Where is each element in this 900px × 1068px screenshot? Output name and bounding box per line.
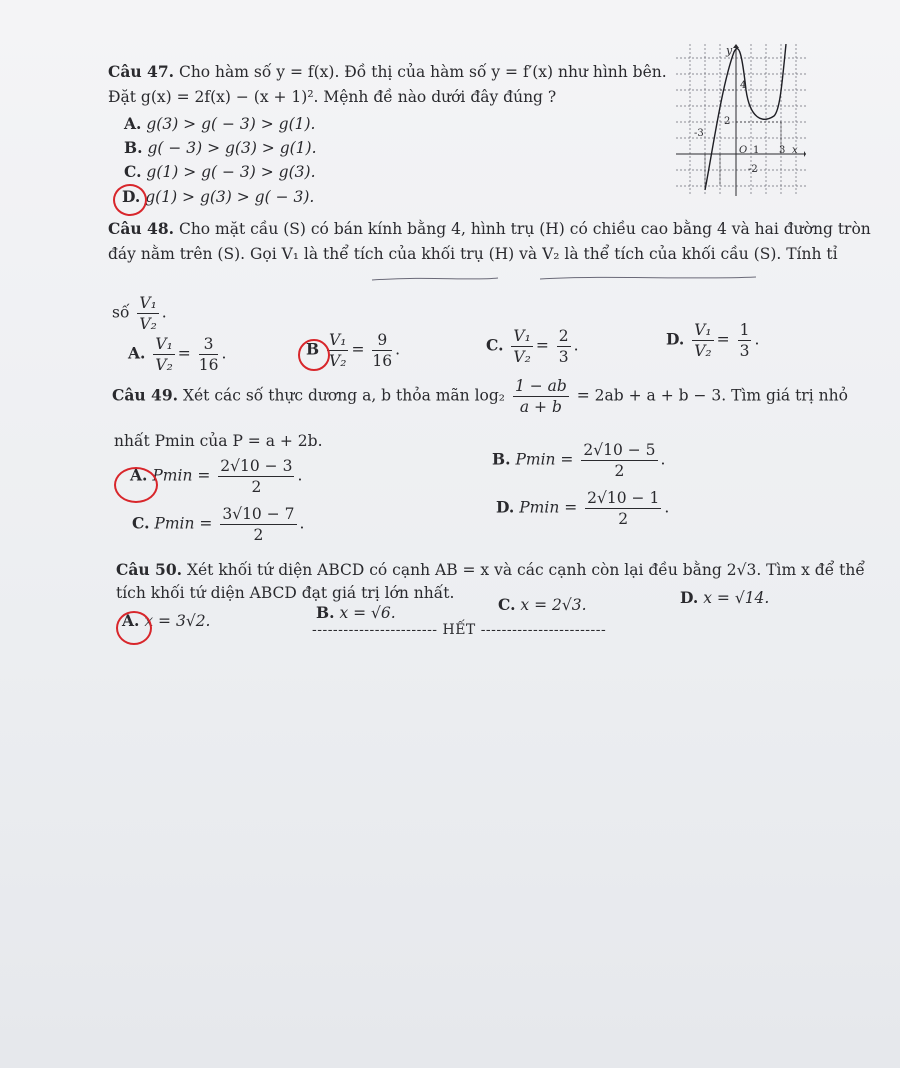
q49-label: Câu 49. [112, 385, 179, 405]
graph-label-neg2: -2 [748, 164, 758, 175]
q47-option-c[interactable] [124, 162, 316, 181]
q50-option-d[interactable] [680, 588, 769, 607]
derivative-graph [676, 44, 806, 196]
fraction-denominator: V₂ [513, 348, 531, 366]
q47-stem: Cho hàm số y = f(x). Đồ thị của hàm số y = f′(x) như hình bên. [178, 63, 667, 81]
q50-line2: tích khối tứ diện ABCD đạt giá trị lớn nhất. [116, 584, 455, 602]
option-letter: C. [486, 335, 504, 355]
q50-stem: Xét khối tứ diện ABCD có cạnh AB = x và các cạnh còn lại đều bằng 2√3. Tìm x để thể [186, 561, 865, 579]
q49-line1 [112, 376, 848, 417]
option-letter: B. [316, 603, 335, 622]
graph-label-4: 4 [740, 80, 747, 91]
fraction-denominator: 2 [251, 478, 262, 496]
graph-label-3: 3 [779, 145, 786, 156]
q50-label: Câu 50. [116, 560, 183, 579]
option-letter: D. [122, 187, 141, 206]
option-text: g(1) > g( − 3) > g(3). [146, 163, 316, 181]
q49-option-a[interactable]: A. Pmin = $\frac{2√10 - 3}{2}$ . [130, 457, 303, 496]
q48-option-a[interactable]: A. $\frac{\text{V₁}}{\text{V₂}}$ = $\frac{3}{16}$ . [128, 335, 227, 374]
fraction-denominator: V₂ [155, 356, 173, 374]
option-letter: D. [680, 588, 699, 607]
fraction-numerator: V₁ [155, 335, 173, 353]
option-letter: D. [666, 329, 685, 349]
option-letter: B. [492, 449, 511, 469]
q50-option-c[interactable] [498, 595, 587, 614]
graph-label-x: x [792, 145, 798, 156]
option-lhs: Pmin = [152, 466, 211, 485]
fraction-numerator: V₁ [694, 321, 712, 339]
q50-option-a[interactable] [122, 611, 211, 630]
q48-ratio [137, 293, 158, 334]
option-letter: D. [496, 497, 515, 517]
q47-label: Câu 47. [108, 62, 175, 81]
q47-option-d[interactable] [122, 187, 314, 206]
graph-label-y: y [726, 44, 733, 57]
q49-option-c[interactable]: C. Pmin = $\frac{3√10 - 7}{2}$ . [132, 505, 305, 544]
q48-line3: số $\frac{\text{V₁}}{\text{V₂}}$ . [112, 294, 167, 333]
option-fraction-lhs [327, 330, 348, 371]
option-letter: A. [128, 343, 146, 363]
q49-stem-a: Xét các số thực dương a, b thỏa mãn log₂ [182, 386, 506, 405]
option-lhs: Pmin = [519, 498, 578, 517]
fraction-numerator: 3 [199, 334, 219, 355]
option-fraction-rhs [372, 330, 392, 371]
option-letter: B. [124, 138, 143, 157]
q49-option-b[interactable]: B. Pmin = $\frac{2√10 - 5}{2}$ . [492, 441, 666, 480]
graph-label-2: 2 [724, 116, 731, 127]
q48-line2: đáy nằm trên (S). Gọi V₁ là thể tích của khối trụ (H) và V₂ là thể tích của khối cầu (S). Tính tỉ [108, 245, 838, 263]
option-text: x = 2√3. [520, 596, 587, 614]
fraction-denominator: 16 [198, 356, 219, 374]
fraction-denominator: 3 [558, 348, 569, 366]
fraction-denominator: 2 [253, 526, 264, 544]
fraction-numerator: 2 [558, 327, 569, 345]
option-text: g(3) > g( − 3) > g(1). [146, 115, 316, 133]
q49-log-fraction [513, 376, 569, 417]
option-lhs: Pmin = [515, 450, 574, 469]
option-fraction-lhs [511, 326, 532, 367]
option-letter: A. [124, 114, 142, 133]
fraction-denominator: 2 [614, 462, 625, 480]
option-fraction [585, 488, 661, 529]
q47-option-a[interactable] [124, 114, 315, 133]
option-fraction-rhs [557, 326, 571, 367]
q48-label: Câu 48. [108, 219, 175, 238]
fraction-numerator: V₁ [329, 331, 347, 349]
option-letter: B [306, 339, 320, 359]
option-text: x = √6. [339, 604, 396, 622]
fraction-denominator: 3 [739, 342, 750, 360]
q48-stem: Cho mặt cầu (S) có bán kính bằng 4, hình trụ (H) có chiều cao bằng 4 và hai đường tròn [178, 220, 871, 238]
q50-option-b[interactable] [316, 603, 396, 622]
option-fraction-lhs [153, 334, 174, 375]
q49-stem-b: = 2ab + a + b − 3. Tìm giá trị nhỏ [576, 386, 848, 405]
fraction-numerator: 2√10 − 5 [583, 441, 656, 459]
option-text: g( − 3) > g(3) > g(1). [147, 139, 317, 157]
fraction-denominator: 2 [618, 510, 629, 528]
graph-label-neg3: -3 [694, 128, 704, 139]
q48-option-d[interactable]: D. $\frac{\text{V₁}}{\text{V₂}}$ = $\frac{1}{3}$ . [666, 321, 760, 360]
option-text: x = 3√2. [144, 612, 211, 630]
fraction-numerator: 3√10 − 7 [222, 505, 295, 523]
f-prime-curve [705, 44, 786, 190]
q48-line1 [108, 219, 871, 238]
pencil-underline [370, 272, 760, 284]
end-marker: ------------------------ HẾT ------------------------ [312, 622, 607, 638]
q48-prefix: số [112, 303, 130, 322]
q47-option-b[interactable] [124, 138, 317, 157]
fraction-numerator: 9 [372, 330, 392, 351]
option-fraction [220, 504, 296, 545]
q48-option-c[interactable]: C. $\frac{\text{V₁}}{\text{V₂}}$ = $\frac{2}{3}$ . [486, 327, 579, 366]
graph-label-1: 1 [753, 145, 760, 156]
fraction-denominator: V₂ [329, 352, 347, 370]
q49-option-d[interactable]: D. Pmin = $\frac{2√10 - 1}{2}$ . [496, 489, 670, 528]
fraction-numerator: 1 − ab [514, 377, 567, 395]
option-fraction [218, 456, 294, 497]
option-fraction [581, 440, 657, 481]
fraction-numerator: V₁ [139, 294, 157, 312]
option-fraction-rhs [738, 320, 752, 361]
option-letter: C. [124, 162, 142, 181]
option-fraction-lhs [692, 320, 713, 361]
fraction-numerator: 2√10 − 1 [587, 489, 660, 507]
fraction-numerator: 1 [739, 321, 750, 339]
q48-option-b[interactable]: B $\frac{\text{V₁}}{\text{V₂}}$ = $\frac{9}{16}$ . [306, 331, 401, 370]
fraction-denominator: V₂ [139, 315, 157, 333]
q47-line2: Đặt g(x) = 2f(x) − (x + 1)². Mệnh đề nào dưới đây đúng ? [108, 88, 557, 106]
option-letter: A. [130, 465, 148, 485]
q47-line1 [108, 62, 667, 81]
option-text: g(1) > g(3) > g( − 3). [145, 188, 315, 206]
option-text: x = √14. [703, 589, 770, 607]
option-letter: C. [498, 595, 516, 614]
fraction-denominator: 16 [372, 352, 393, 370]
option-letter: A. [122, 611, 140, 630]
q49-line2: nhất Pmin của P = a + 2b. [114, 432, 323, 450]
option-fraction-rhs [199, 334, 219, 375]
option-lhs: Pmin = [154, 514, 213, 533]
fraction-numerator: 2√10 − 3 [220, 457, 293, 475]
graph-label-o: O [739, 145, 748, 156]
fraction-denominator: V₂ [694, 342, 712, 360]
q50-line1 [116, 560, 865, 579]
option-letter: C. [132, 513, 150, 533]
fraction-denominator: a + b [519, 398, 562, 416]
fraction-numerator: V₁ [513, 327, 531, 345]
